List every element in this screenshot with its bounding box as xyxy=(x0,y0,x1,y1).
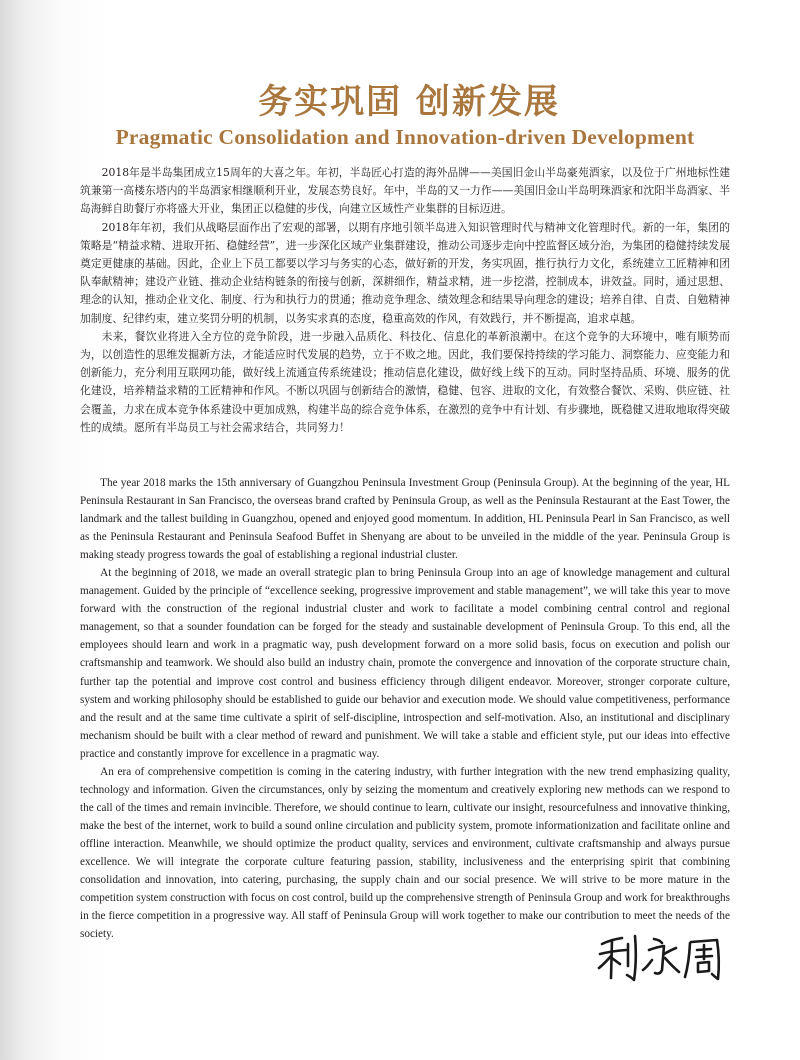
title-english: Pragmatic Consolidation and Innovation-driven Development xyxy=(115,125,695,149)
english-body xyxy=(80,474,730,943)
chinese-body xyxy=(80,164,730,437)
english-paragraph: At the beginning of 2018, we made an overall strategic plan to bring Peninsula Group into an age of knowledge management and cultural management. Guided by the principle of “excellence seeking, progressive improvement and stable management”, we will take this year to move forward with the construction of the regional industrial cluster and work to facilitate a model combining central control and regional management, so that a sounder foundation can be forged for the steady and sustainable development of Peninsula Group. To this end, all the employees should learn and work in a pragmatic way, push development forward on a more solid basis, focus on execution and polish our craftsmanship and teamwork. We should also build an industry chain, promote the convergence and innovation of the corporate structure chain, further tap the potential and improve cost control and business efficiency through diligent endeavor. Moreover, stronger corporate culture, system and working philosophy should be established to guide our behavior and execution mode. We should value competitiveness, performance and the result and at the same time cultivate a spirit of self-discipline, introspection and self-motivation. Also, an institutional and disciplinary mechanism should be built with a clear method of reward and punishment. We will take a stable and efficient style, put our ideas into effective practice and constantly improve for excellence in a pragmatic way. xyxy=(80,567,730,760)
chinese-paragraph: 2018年年初，我们从战略层面作出了宏观的部署，以期有序地引领半岛进入知识管理时代与精神文化管理时代。新的一年，集团的策略是“精益求精、进取开拓、稳健经营”，进一步深化区域产业集群建设，推动公司逐步走向中控监督区域分治，为集团的稳健持续发展奠定更健康的基础。因此，企业上下员工都要以学习与务实的心态，做好新的开发，务实巩固，推行执行力文化，系统建立工匠精神和团队奉献精神；建设产业链、推动企业结构链条的衔接与创新，深耕细作，精益求精，进一步挖潜，控制成本，讲效益。同时，通过思想、理念的认知，推动企业文化、制度、行为和执行力的贯通；推动竞争理念、绩效理念和结果导向理念的建设；培养自律、自责、自勉精神加制度、纪律约束，建立奖罚分明的机制，以务实求真的态度，稳重高效的作风，有效践行，并不断提高，追求卓越。 xyxy=(80,220,730,325)
title-chinese: 务实巩固 创新发展 xyxy=(258,82,560,122)
chinese-section xyxy=(80,82,730,437)
signature xyxy=(596,930,726,990)
chinese-paragraph: 2018年是半岛集团成立15周年的大喜之年。年初，半岛匠心打造的海外品牌——美国旧金山半岛豪苑酒家，以及位于广州地标性建筑兼第一高楼东塔内的半岛酒家相继顺利开业，发展态势良好。年中，半岛的又一力作——美国旧金山半岛明珠酒家和沈阳半岛酒家、半岛海鲜自助餐厅亦将盛大开业，集团正以稳健的步伐，向建立区域性产业集群的目标迈进。 xyxy=(80,166,730,216)
chinese-paragraph: 未来，餐饮业将进入全方位的竞争阶段，进一步融入品质化、科技化、信息化的革新浪潮中。在这个竞争的大环境中，唯有顺势而为，以创造性的思维发掘新方法，才能适应时代发展的趋势，立于不败之地。因此，我们要保持持续的学习能力、洞察能力、应变能力和创新能力，充分利用互联网功能，做好线上流通宣传系统建设；推动信息化建设，做好线上线下的互动。同时坚持品质、环境、服务的优化建设，培养精益求精的工匠精神和作风。不断以巩固与创新结合的激情，稳健、包容、进取的文化，有效整合餐饮、采购、供应链、社会覆盖，力求在成本竞争体系建设中更加成熟，构建半岛的综合竞争体系，在激烈的竞争中有计划、有步骤地，既稳健又进取地取得突破性的成绩。愿所有半岛员工与社会需求结合，共同努力！ xyxy=(80,329,730,434)
signature-icon xyxy=(596,930,726,990)
english-paragraph: The year 2018 marks the 15th anniversary of Guangzhou Peninsula Investment Group (Peninsula Group). At the beginning of the year, HL Peninsula Restaurant in San Francisco, the overseas brand crafted by Peninsula Group, as well as the Peninsula Restaurant at the East Tower, the landmark and the tallest building in Guangzhou, opened and enjoyed good momentum. In addition, HL Peninsula Pearl in San Francisco, as well as the Peninsula Restaurant and Peninsula Seafood Buffet in Shenyang are about to be unveiled in the middle of the year. Peninsula Group is making steady progress towards the goal of establishing a regional industrial cluster. xyxy=(80,477,730,562)
english-paragraph: An era of comprehensive competition is coming in the catering industry, with further integration with the new trend emphasizing quality, technology and information. Given the circumstances, only by seizing the momentum and creatively exploring new methods can we respond to the call of the times and remain invincible. Therefore, we should continue to learn, cultivate our insight, resourcefulness and innovative thinking, make the best of the internet, work to build a sound online circulation and publicity system, promote informationization and facilitate online and offline interaction. Meanwhile, we should optimize the product quality, services and environment, cultivate craftsmanship and always pursue excellence. We will integrate the corporate culture featuring passion, stability, inclusiveness and the enterprising spirit that combining consolidation and innovation, into catering, purchasing, the supply chain and our social presence. We will strive to be more mature in the competition system construction with focus on cost control, build up the comprehensive strength of Peninsula Group and work for breakthroughs in the fierce competition in a progressive way. All staff of Peninsula Group will work together to make our contribution to meet the needs of the society. xyxy=(80,765,730,941)
